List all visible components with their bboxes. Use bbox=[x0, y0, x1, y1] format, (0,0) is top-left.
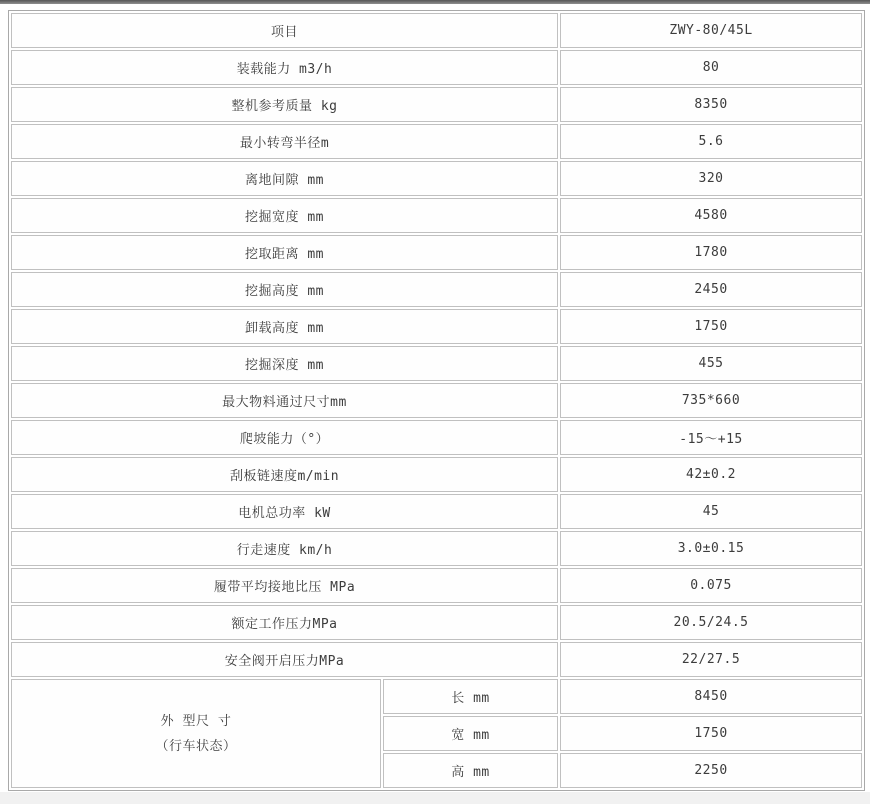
header-item-cell: 项目 bbox=[11, 13, 558, 48]
table-row bbox=[11, 531, 862, 566]
table-row bbox=[11, 383, 862, 418]
spec-label-cell: 挖掘高度 mm bbox=[11, 272, 558, 307]
table-row bbox=[11, 346, 862, 381]
table-row bbox=[11, 642, 862, 677]
spec-label-cell: 额定工作压力MPa bbox=[11, 605, 558, 640]
spec-value-cell: 320 bbox=[560, 161, 862, 196]
header-model-cell: ZWY-80/45L bbox=[560, 13, 862, 48]
spec-value-cell: 1780 bbox=[560, 235, 862, 270]
spec-label-cell: 安全阀开启压力MPa bbox=[11, 642, 558, 677]
spec-label-cell: 挖取距离 mm bbox=[11, 235, 558, 270]
dimension-value-cell: 8450 bbox=[560, 679, 862, 714]
table-row bbox=[11, 568, 862, 603]
spec-value-cell: 2450 bbox=[560, 272, 862, 307]
spec-label-cell: 行走速度 km/h bbox=[11, 531, 558, 566]
dimension-group-title: 外 型尺 寸 bbox=[160, 713, 232, 729]
spec-value-cell: 1750 bbox=[560, 309, 862, 344]
spec-label-cell: 挖掘宽度 mm bbox=[11, 198, 558, 233]
spec-value-cell: 0.075 bbox=[560, 568, 862, 603]
table-row bbox=[11, 272, 862, 307]
spec-label-cell: 卸载高度 mm bbox=[11, 309, 558, 344]
dimension-group-cell bbox=[11, 679, 381, 788]
spec-label-cell: 爬坡能力（°） bbox=[11, 420, 558, 455]
table-row bbox=[11, 457, 862, 492]
table-row bbox=[11, 235, 862, 270]
spec-value-cell: 735*660 bbox=[560, 383, 862, 418]
spec-label-cell: 离地间隙 mm bbox=[11, 161, 558, 196]
spec-label-cell: 履带平均接地比压 MPa bbox=[11, 568, 558, 603]
table-row bbox=[11, 605, 862, 640]
spec-value-cell: 4580 bbox=[560, 198, 862, 233]
bottom-strip bbox=[0, 792, 870, 804]
spec-value-cell: 5.6 bbox=[560, 124, 862, 159]
table-row bbox=[11, 50, 862, 85]
spec-value-cell: 3.0±0.15 bbox=[560, 531, 862, 566]
dimension-label-cell: 长 mm bbox=[383, 679, 558, 714]
spec-label-cell: 最大物料通过尺寸mm bbox=[11, 383, 558, 418]
spec-label-cell: 刮板链速度m/min bbox=[11, 457, 558, 492]
table-row bbox=[11, 124, 862, 159]
dimension-group-subtitle: （行车状态） bbox=[155, 738, 237, 754]
spec-value-cell: 8350 bbox=[560, 87, 862, 122]
table-row bbox=[11, 494, 862, 529]
dimension-row bbox=[11, 679, 862, 714]
spec-value-cell: 42±0.2 bbox=[560, 457, 862, 492]
table-row bbox=[11, 87, 862, 122]
spec-table bbox=[8, 10, 865, 791]
spec-value-cell: 80 bbox=[560, 50, 862, 85]
top-divider-bar bbox=[0, 0, 870, 4]
dimension-label-cell: 高 mm bbox=[383, 753, 558, 788]
spec-label-cell: 挖掘深度 mm bbox=[11, 346, 558, 381]
dimension-value-cell: 1750 bbox=[560, 716, 862, 751]
spec-label-cell: 最小转弯半径m bbox=[11, 124, 558, 159]
table-row bbox=[11, 420, 862, 455]
table-row bbox=[11, 309, 862, 344]
spec-value-cell: 455 bbox=[560, 346, 862, 381]
spec-value-cell: -15～+15 bbox=[560, 420, 862, 455]
table-row bbox=[11, 198, 862, 233]
spec-value-cell: 22/27.5 bbox=[560, 642, 862, 677]
dimension-label-cell: 宽 mm bbox=[383, 716, 558, 751]
spec-value-cell: 45 bbox=[560, 494, 862, 529]
spec-label-cell: 整机参考质量 kg bbox=[11, 87, 558, 122]
spec-label-cell: 电机总功率 kW bbox=[11, 494, 558, 529]
table-row bbox=[11, 161, 862, 196]
dimension-value-cell: 2250 bbox=[560, 753, 862, 788]
spec-value-cell: 20.5/24.5 bbox=[560, 605, 862, 640]
table-header-row bbox=[11, 13, 862, 48]
spec-label-cell: 装载能力 m3/h bbox=[11, 50, 558, 85]
